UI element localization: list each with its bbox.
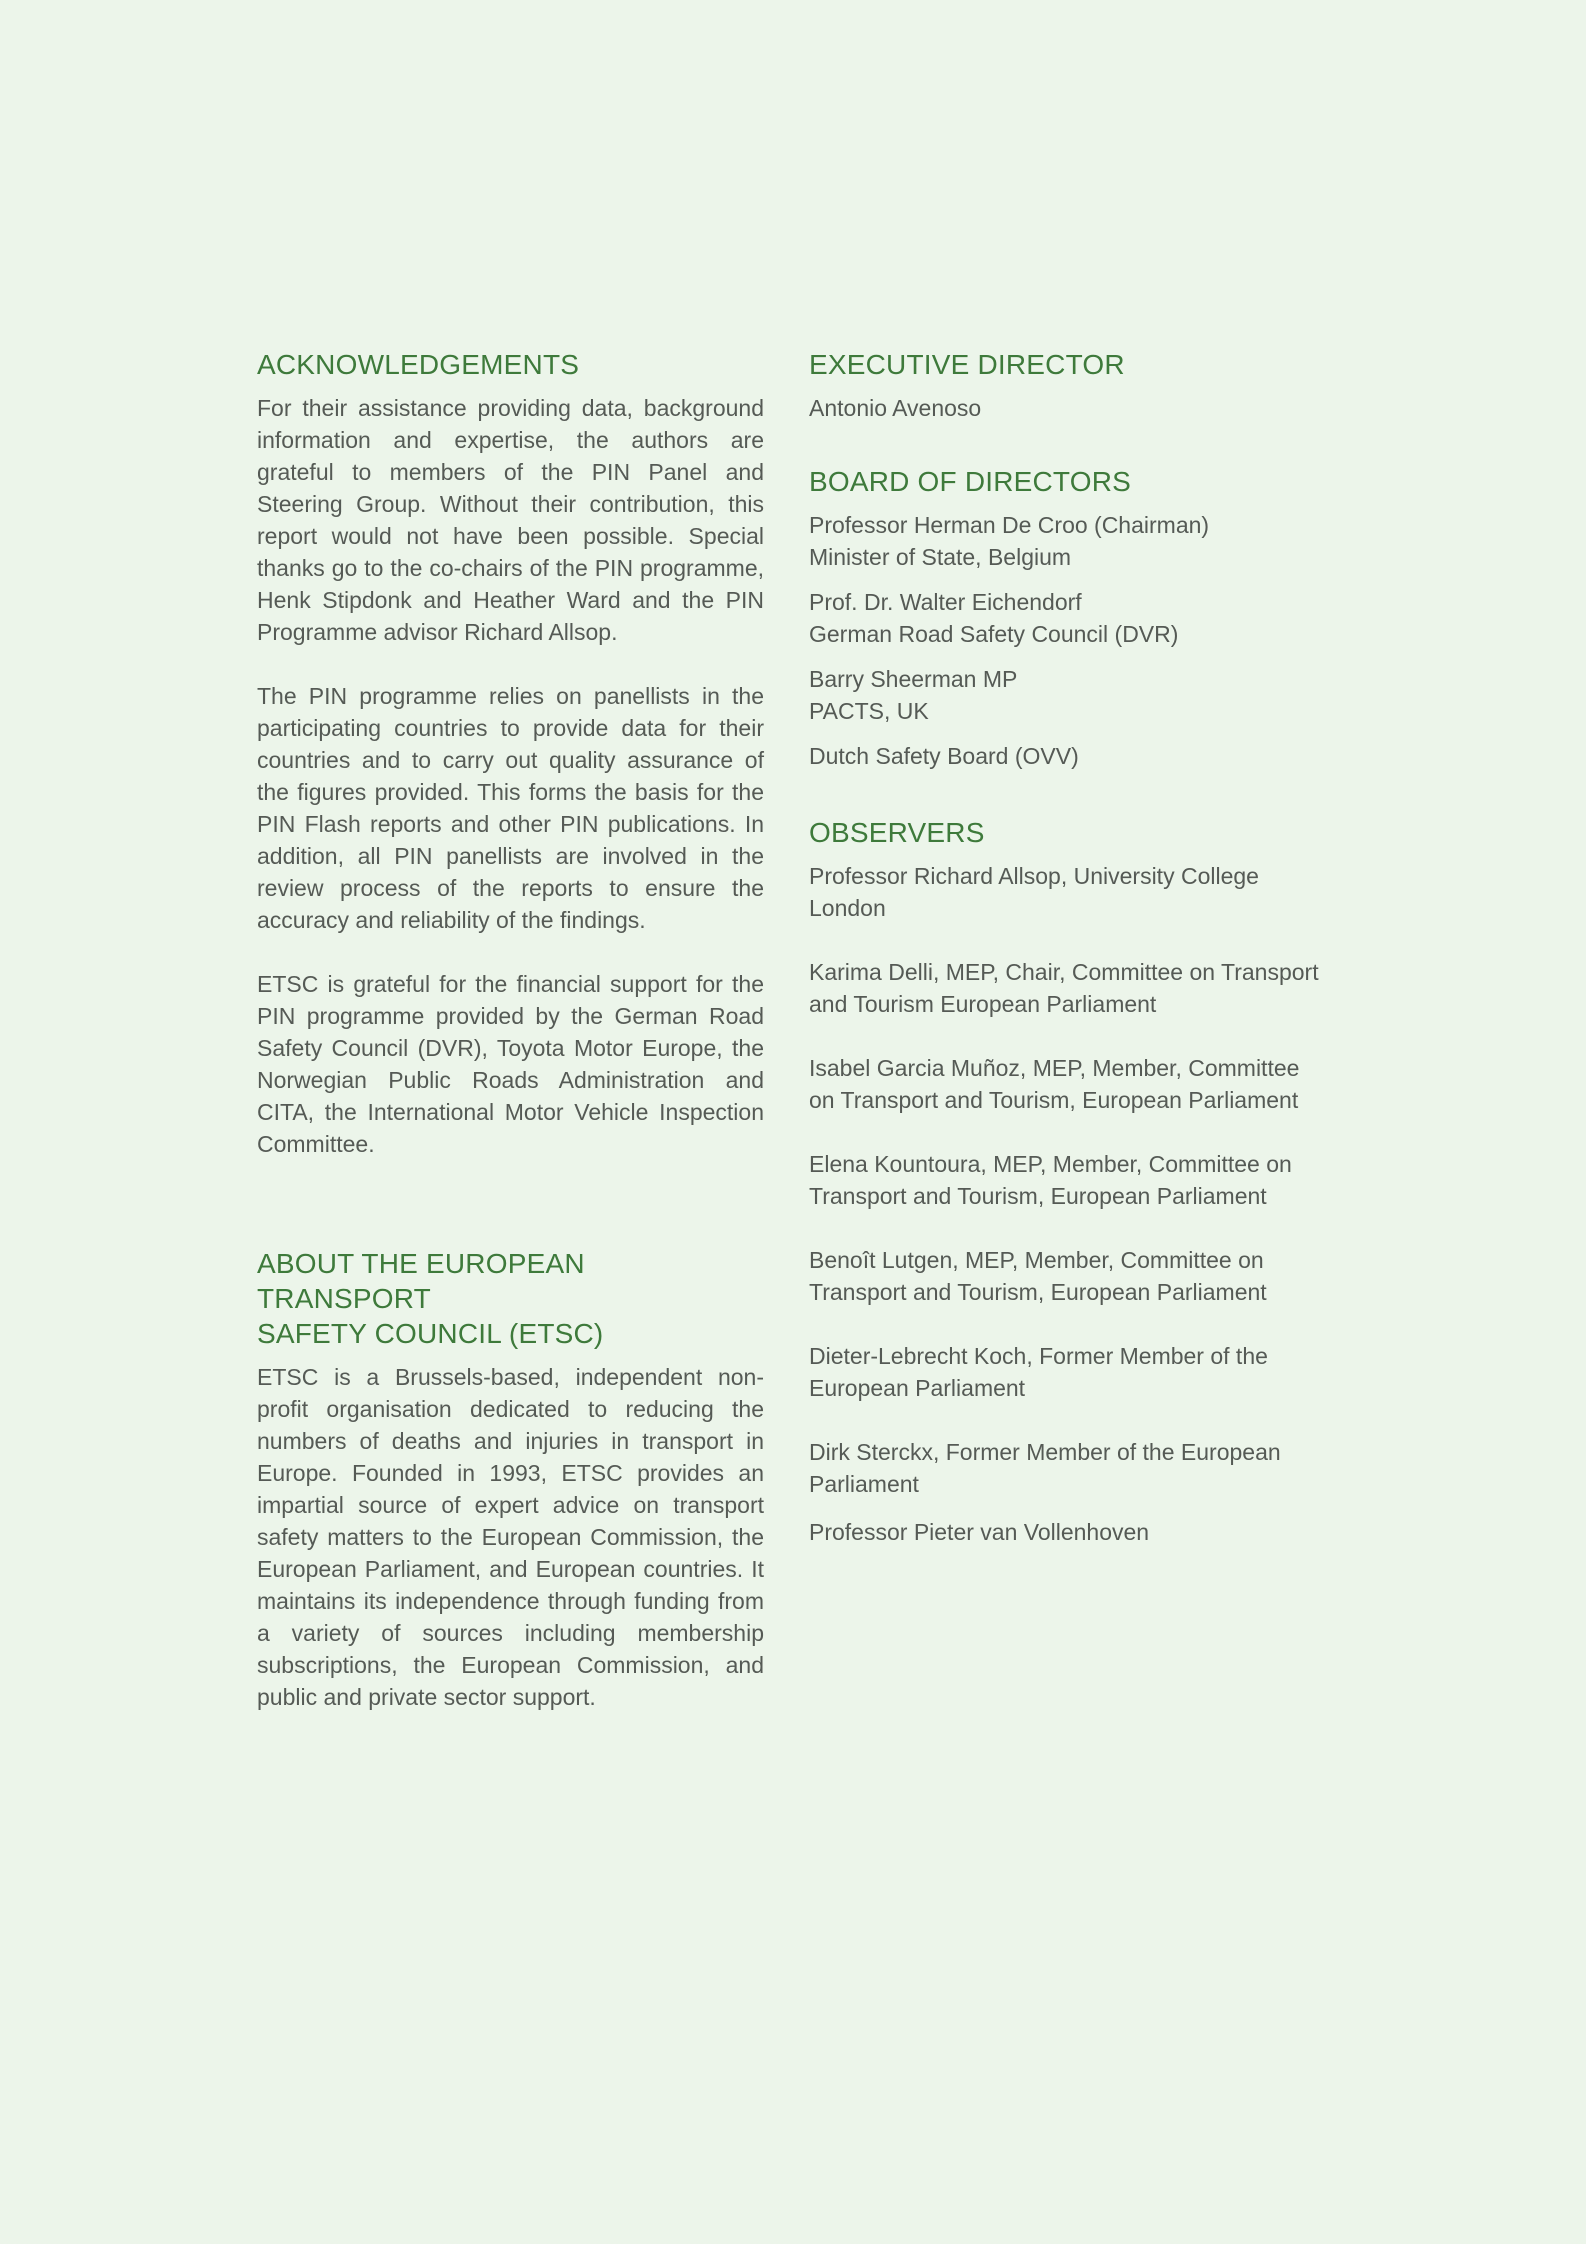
board-member-role: Minister of State, Belgium	[809, 544, 1072, 570]
about-etsc-paragraph: ETSC is a Brussels-based, independent non-profit organisation dedicated to reducing the numbers of deaths and injuries in transport in Europe. Founded in 1993, ETSC provides an impartial source of expert advice on transport safety matters to the European Commission, the European Parliament, and European countries. It maintains its independence through funding from a variety of sources including membership subscriptions, the European Commission, and public and private sector support.	[257, 1364, 764, 1710]
about-heading-line-2: SAFETY COUNCIL (ETSC)	[257, 1318, 604, 1349]
acknowledgements-paragraph-3: ETSC is grateful for the financial support for the PIN programme provided by the German Road Safety Council (DVR), Toyota Motor Europe, the Norwegian Public Roads Administration and CITA, the International Motor Vehicle Inspection Committee.	[257, 971, 764, 1157]
board-member-name: Dutch Safety Board (OVV)	[809, 743, 1079, 769]
about-heading-line-1: ABOUT THE EUROPEAN TRANSPORT	[257, 1248, 585, 1314]
observer-entry: Dirk Sterckx, Former Member of the European Parliament	[809, 1439, 1281, 1497]
observer-entry: Karima Delli, MEP, Chair, Committee on Transport and Tourism European Parliament	[809, 959, 1319, 1017]
board-member-name: Barry Sheerman MP	[809, 666, 1018, 692]
observer-entry: Professor Pieter van Vollenhoven	[809, 1519, 1150, 1545]
left-column	[257, 347, 764, 1713]
acknowledgements-heading: ACKNOWLEDGEMENTS	[257, 349, 580, 380]
observer-entry: Isabel Garcia Muñoz, MEP, Member, Committee on Transport and Tourism, European Parliament	[809, 1055, 1300, 1113]
observer-entry: Benoît Lutgen, MEP, Member, Committee on Transport and Tourism, European Parliament	[809, 1247, 1267, 1305]
board-member	[809, 740, 1329, 772]
right-column	[809, 347, 1329, 1580]
board-member-role: PACTS, UK	[809, 698, 929, 724]
board-member-role: German Road Safety Council (DVR)	[809, 621, 1179, 647]
board-member	[809, 509, 1329, 573]
about-etsc-heading	[257, 1246, 764, 1351]
executive-director-heading: EXECUTIVE DIRECTOR	[809, 349, 1125, 380]
board-member	[809, 663, 1329, 727]
acknowledgements-paragraph-1: For their assistance providing data, background information and expertise, the authors are grateful to members of the PIN Panel and Steering Group. Without their contribution, this report would not have been possible. Special thanks go to the co-chairs of the PIN programme, Henk Stipdonk and Heather Ward and the PIN Programme advisor Richard Allsop.	[257, 395, 764, 645]
board-member-name: Professor Herman De Croo (Chairman)	[809, 512, 1210, 538]
executive-director-name: Antonio Avenoso	[809, 395, 982, 421]
observer-entry: Professor Richard Allsop, University College London	[809, 863, 1259, 921]
board-member	[809, 586, 1329, 650]
acknowledgements-paragraph-2: The PIN programme relies on panellists in the participating countries to provide data for their countries and to carry out quality assurance of the figures provided. This forms the basis for the PIN Flash reports and other PIN publications. In addition, all PIN panellists are involved in the review process of the reports to ensure the accuracy and reliability of the findings.	[257, 683, 764, 933]
observer-entry: Elena Kountoura, MEP, Member, Committee on Transport and Tourism, European Parliament	[809, 1151, 1292, 1209]
observer-entry: Dieter-Lebrecht Koch, Former Member of the European Parliament	[809, 1343, 1268, 1401]
observers-heading: OBSERVERS	[809, 817, 985, 848]
board-member-name: Prof. Dr. Walter Eichendorf	[809, 589, 1082, 615]
board-of-directors-heading: BOARD OF DIRECTORS	[809, 466, 1132, 497]
